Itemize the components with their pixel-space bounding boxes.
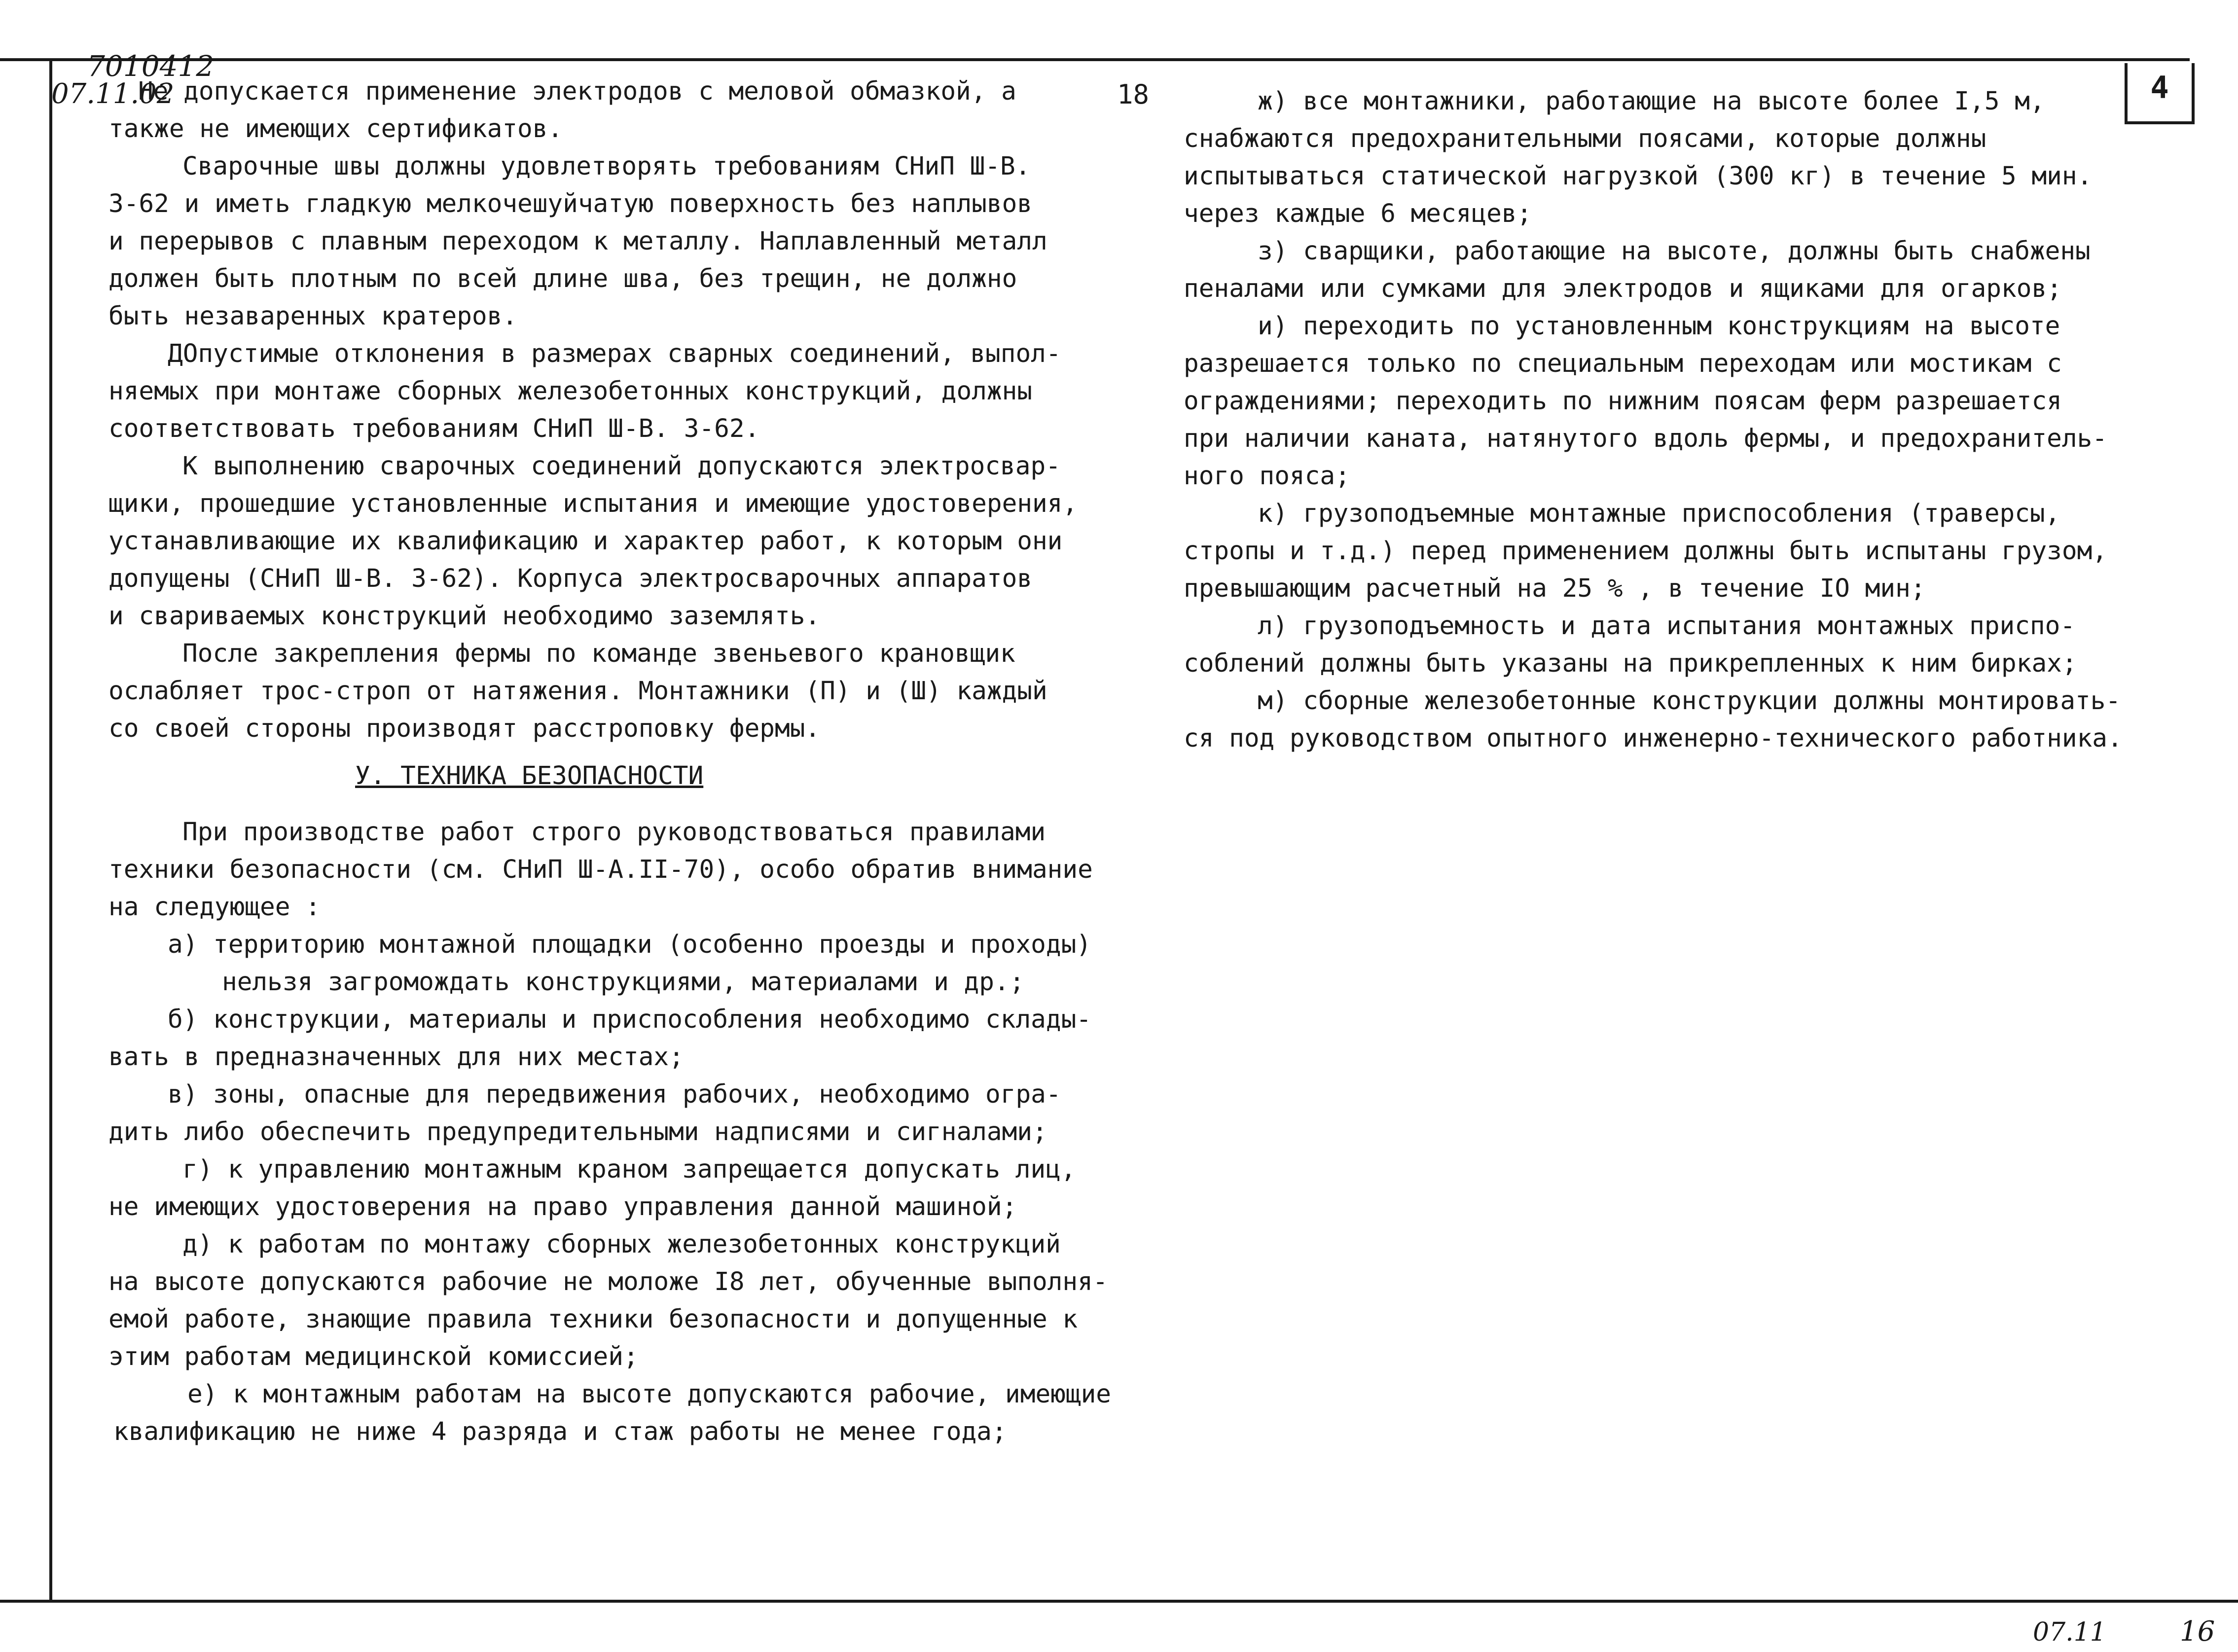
paragraph xyxy=(108,448,1139,635)
list-item xyxy=(108,1376,1139,1451)
left-column xyxy=(108,73,1139,1451)
date-stamp: 07.11.02 xyxy=(51,78,175,110)
frame-bottom-line xyxy=(0,1600,2238,1603)
frame-left-line xyxy=(49,58,52,1603)
text-line: дить либо обеспечить предупредительными надписями и сигналами; xyxy=(108,1117,1047,1147)
text-line: з) сварщики, работающие на высоте, должны быть снабжены xyxy=(1258,237,2091,266)
text-line: не имеющих удостоверения на право управления данной машиной; xyxy=(108,1192,1017,1221)
footer-stamp: 07.11 xyxy=(2033,1617,2106,1647)
text-line: устанавливающие их квалификацию и характер работ, к которым они xyxy=(108,527,1063,556)
text-line: на высоте допускаются рабочие не моложе I8 лет, обученные выполня- xyxy=(108,1267,1108,1296)
paragraph xyxy=(108,814,1139,926)
right-column xyxy=(1184,83,2160,757)
text-line: вать в предназначенных для них местах; xyxy=(108,1042,684,1072)
text-line: этим работам медицинской комиссией; xyxy=(108,1342,639,1371)
text-line: 3-62 и иметь гладкую мелкочешуйчатую поверхность без наплывов xyxy=(108,189,1032,218)
text-line: техники безопасности (см. СНиП Ш-А.II-70), особо обратив внимание xyxy=(108,855,1093,884)
paragraph xyxy=(108,73,1139,148)
list-item xyxy=(108,926,1139,1001)
sheet-number: 4 xyxy=(2125,63,2195,124)
text-line: емой работе, знающие правила техники безопасности и допущенные к xyxy=(108,1305,1078,1334)
text-line: а) территорию монтажной площадки (особенно проезды и проходы) xyxy=(168,930,1091,959)
text-line: также не имеющих сертификатов. xyxy=(108,114,563,144)
text-line: через каждые 6 месяцев; xyxy=(1184,199,1532,228)
text-line: няемых при монтаже сборных железобетонных конструкций, должны xyxy=(108,377,1032,406)
text-line: снабжаются предохранительными поясами, которые должны xyxy=(1184,124,1986,153)
text-line: нельзя загромождать конструкциями, материалами и др.; xyxy=(222,968,1025,997)
list-item xyxy=(108,1001,1139,1076)
text-line: при наличии каната, натянутого вдоль фермы, и предохранитель- xyxy=(1184,424,2107,453)
text-line: пеналами или сумками для электродов и ящиками для огарков; xyxy=(1184,274,2062,303)
text-line: стропы и т.д.) перед применением должны быть испытаны грузом, xyxy=(1184,537,2107,566)
text-line: разрешается только по специальным переходам или мостикам с xyxy=(1184,349,2062,378)
text-line: должен быть плотным по всей длине шва, без трещин, не должно xyxy=(108,264,1017,293)
text-line: испытываться статической нагрузкой (300 кг) в течение 5 мин. xyxy=(1184,162,2093,191)
text-line: ослабляет трос-строп от натяжения. Монтажники (П) и (Ш) каждый xyxy=(108,677,1047,706)
text-line: соблений должны быть указаны на прикрепленных к ним бирках; xyxy=(1184,649,2077,678)
text-line: на следующее : xyxy=(108,893,321,922)
text-line: превышающим расчетный на 25 % , в течение IO мин; xyxy=(1184,574,1926,603)
doc-code: 7010412 xyxy=(87,49,215,83)
text-line: л) грузоподъемность и дата испытания монтажных приспо- xyxy=(1258,611,2076,641)
column-page-number: 18 xyxy=(1117,79,1150,110)
section-heading: У. ТЕХНИКА БЕЗОПАСНОСТИ xyxy=(355,761,704,790)
text-line: со своей стороны производят расстроповку фермы. xyxy=(108,714,821,743)
text-line: б) конструкции, материалы и приспособления необходимо склады- xyxy=(168,1005,1091,1034)
list-item xyxy=(108,1151,1139,1226)
text-line: в) зоны, опасные для передвижения рабочих, необходимо огра- xyxy=(168,1080,1061,1109)
paragraph xyxy=(108,335,1139,448)
text-line: ДОпустимые отклонения в размерах сварных соединений, выпол- xyxy=(168,339,1061,368)
text-line: ся под руководством опытного инженерно-технического работника. xyxy=(1184,724,2123,753)
text-line: ного пояса; xyxy=(1184,462,1350,491)
text-line: быть незаваренных кратеров. xyxy=(108,302,518,331)
text-line: е) к монтажным работам на высоте допускаются рабочие, имеющие xyxy=(187,1380,1111,1409)
frame-top-line xyxy=(0,58,2190,61)
footer-page: 16 xyxy=(2180,1616,2215,1648)
text-line: При производстве работ строго руководствоваться правилами xyxy=(182,818,1046,847)
text-line: щики, прошедшие установленные испытания и имеющие удостоверения, xyxy=(108,489,1078,518)
text-line: Не допускается применение электродов с меловой обмазкой, а xyxy=(138,77,1016,106)
text-line: к) грузоподъемные монтажные приспособления (траверсы, xyxy=(1258,499,2060,528)
list-item xyxy=(108,1226,1139,1376)
text-line: и) переходить по установленным конструкциям на высоте xyxy=(1258,312,2060,341)
text-line: г) к управлению монтажным краном запрещается допускать лиц, xyxy=(182,1155,1076,1184)
text-line: и перерывов с плавным переходом к металлу. Наплавленный металл xyxy=(108,227,1047,256)
text-line: допущены (СНиП Ш-В. 3-62). Корпуса электросварочных аппаратов xyxy=(108,564,1032,593)
text-line: и свариваемых конструкций необходимо заземлять. xyxy=(108,602,821,631)
paragraph xyxy=(108,148,1139,335)
list-item xyxy=(1184,682,2160,757)
text-line: ж) все монтажники, работающие на высоте более I,5 м, xyxy=(1258,87,2045,116)
text-line: К выполнению сварочных соединений допускаются электросвар- xyxy=(182,452,1061,481)
list-item xyxy=(1184,308,2160,495)
text-line: ограждениями; переходить по нижним поясам ферм разрешается xyxy=(1184,387,2062,416)
list-item xyxy=(1184,83,2160,233)
text-line: м) сборные железобетонные конструкции должны монтировать- xyxy=(1258,686,2121,716)
list-item xyxy=(108,1076,1139,1151)
text-line: квалификацию не ниже 4 разряда и стаж работы не менее года; xyxy=(113,1417,1007,1446)
text-line: После закрепления фермы по команде звеньевого крановщик xyxy=(182,639,1015,668)
list-item xyxy=(1184,608,2160,682)
text-line: д) к работам по монтажу сборных железобетонных конструкций xyxy=(182,1230,1061,1259)
paragraph xyxy=(108,635,1139,748)
list-item xyxy=(1184,233,2160,308)
text-line: Сварочные швы должны удовлетворять требованиям СНиП Ш-В. xyxy=(182,152,1031,181)
text-line: соответствовать требованиям СНиП Ш-В. 3-62. xyxy=(108,414,760,443)
list-item xyxy=(1184,495,2160,608)
